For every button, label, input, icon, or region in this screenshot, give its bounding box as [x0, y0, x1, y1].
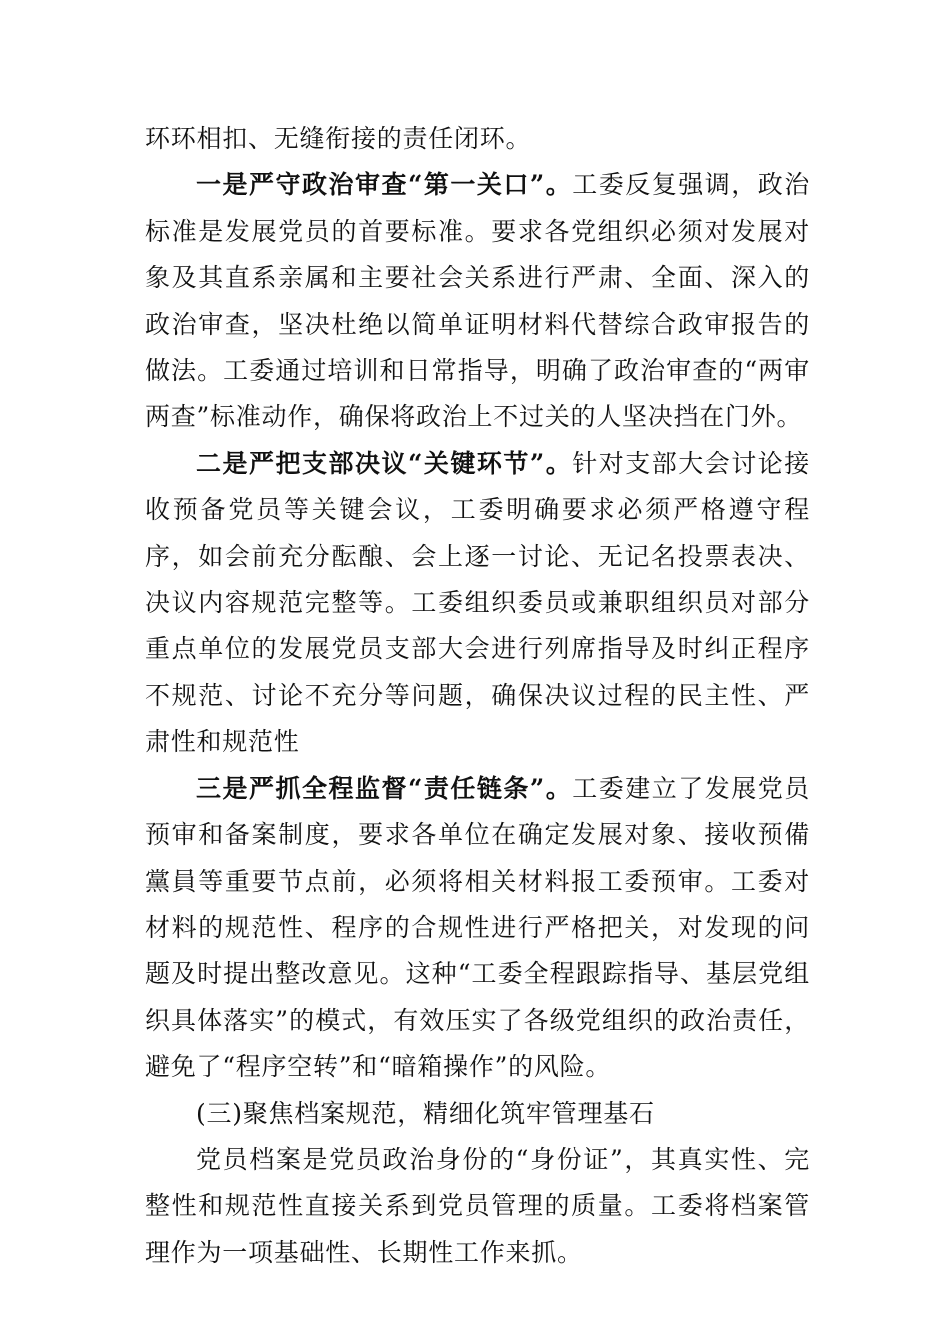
paragraph-body: 环环相扣、无缝衔接的责任闭环。: [145, 124, 532, 153]
paragraph-body: 针对支部大会讨论接收预备党员等关键会议，工委明确要求必须严格遵守程序，如会前充分酝酿、会上逐一讨论、无记名投票表决、决议内容规范完整等。工委组织委员或兼职组织员对部分重点单位的发展党员支部大会进行列席指导及时纠正程序不规范、讨论不充分等问题，确保决议过程的民主性、严肃性和规范性: [145, 448, 810, 757]
paragraph-lead: 三是严抓全程监督“责任链条”。: [196, 773, 573, 803]
paragraph-closing: 党员档案是党员政治身份的“身份证”，其真实性、完整性和规范性直接关系到党员管理的质量。工委将档案管理作为一项基础性、长期性工作来抓。: [145, 1144, 810, 1267]
section-heading: (三)聚焦档案规范，精细化筑牢管理基石: [196, 1098, 655, 1128]
paragraph-lead: 二是严把支部决议“关键环节”。: [196, 448, 573, 478]
paragraph-point-3: [145, 766, 810, 1091]
paragraph-body: 工委建立了发展党员预审和备案制度，要求各单位在确定发展对象、接收预備黨員等重要节点前，必须将相关材料报工委预审。工委对材料的规范性、程序的合规性进行严格把关，对发现的问题及时提出整改意见。这种“工委全程跟踪指导、基层党组织具体落实”的模式，有效压实了各级党组织的政治责任，避免了“程序空转”和“暗箱操作”的风险。: [145, 773, 810, 1082]
paragraph-intro-tail: [145, 116, 810, 162]
paragraph-body: 工委反复强调，政治标准是发展党员的首要标准。要求各党组织必须对发展对象及其直系亲属和主要社会关系进行严肃、全面、深入的政治审查，坚决杜绝以简单证明材料代替综合政审报告的做法。工委通过培训和日常指导，明确了政治审查的“两审两查”标准动作，确保将政治上不过关的人坚决挡在门外。: [145, 170, 810, 432]
paragraph-point-2: [145, 441, 810, 766]
paragraph-lead: 一是严守政治审查“第一关口”。: [196, 170, 573, 200]
document-page: [145, 116, 810, 1276]
paragraph-point-1: [145, 162, 810, 440]
